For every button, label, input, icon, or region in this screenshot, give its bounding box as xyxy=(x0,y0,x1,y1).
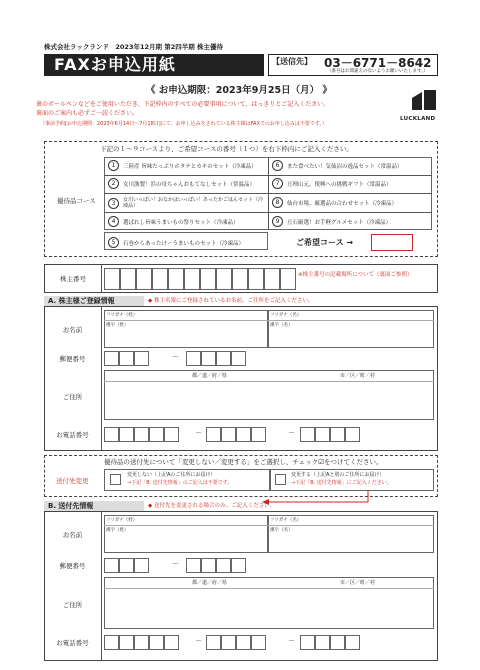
phone-digit-cell[interactable] xyxy=(104,427,119,442)
shareholder-digit-cell[interactable] xyxy=(216,268,232,290)
phone-digit-cell[interactable] xyxy=(119,635,134,650)
a-kanji-sei: 漢字（姓） xyxy=(106,323,129,328)
postal-digit-cell[interactable] xyxy=(216,558,231,573)
a-address-field[interactable] xyxy=(104,370,434,420)
course-instruction: 下記の１～９コースより、ご希望コースの番号（１つ）を右下枠内にご記入ください。 xyxy=(100,145,353,153)
delivery-instruction: 優待品の送付先について「変更しない／変更する」をご選択し、チェック☑をつけてください。 xyxy=(104,458,383,466)
luckland-logo xyxy=(410,88,438,118)
course-item-7: 7 亘理山元、復興への挑戦ギフト（常温品） xyxy=(272,178,392,189)
a-postal-label: 郵便番号 xyxy=(45,352,100,364)
fax-number: 03－6771－8642 xyxy=(324,56,432,70)
note-line-3: （事前予約[お申込期間：2023年6月14日～7月18日]にて、お申し込みをされている株主様はFAXでのお申し込みは不要です。） xyxy=(40,121,327,127)
a-furigana-sei: フリガナ（姓） xyxy=(106,313,138,318)
phone-digit-cell[interactable] xyxy=(251,427,266,442)
delivery-no-change-sub: →下記「B. 送付先情報」のご記入は不要です。 xyxy=(127,480,233,486)
phone-digit-cell[interactable] xyxy=(134,635,149,650)
fax-note: （番号はお間違えのないようお願いいたします。） xyxy=(327,69,428,74)
course-choice-label: ご希望コース → xyxy=(296,238,354,247)
section-a-note: ◆ 株主名簿にご登録されているお名前、ご住所をご記入ください。 xyxy=(148,298,314,304)
phone-digit-cell[interactable] xyxy=(149,635,164,650)
dash-separator: － xyxy=(195,429,202,437)
phone-digit-cell[interactable] xyxy=(221,427,236,442)
b-name-label: お名前 xyxy=(45,515,100,553)
phone-digit-cell[interactable] xyxy=(330,427,345,442)
company-line: 株式会社ラックランド 2023年12月期 第2四半期 株主優待 xyxy=(44,43,224,51)
phone-digit-cell[interactable] xyxy=(164,427,179,442)
shareholder-digit-cell[interactable] xyxy=(136,268,152,290)
b-city-label: 市／区／町／村 xyxy=(340,580,376,586)
section-a-title: A. 株主様ご登録情報 xyxy=(44,296,144,306)
course-label: 優待品コース xyxy=(57,197,96,205)
postal-digit-cell[interactable] xyxy=(119,351,134,366)
phone-digit-cell[interactable] xyxy=(345,635,360,650)
phone-digit-cell[interactable] xyxy=(345,427,360,442)
dash-separator: － xyxy=(288,429,295,437)
a-pref-label: 都／道／府／県 xyxy=(192,373,228,379)
course-item-1: 1 三陸産 旨味たっぷりホタテとカキのセット（冷凍品） xyxy=(108,160,257,171)
postal-digit-cell[interactable] xyxy=(104,558,119,573)
phone-digit-cell[interactable] xyxy=(119,427,134,442)
phone-digit-cell[interactable] xyxy=(330,635,345,650)
phone-digit-cell[interactable] xyxy=(206,635,221,650)
delivery-change-sub: →下記「B. 送付先情報」にご記入ください。 xyxy=(291,480,392,486)
b-furigana-mei: フリガナ（名） xyxy=(270,518,302,523)
b-pref-label: 都／道／府／県 xyxy=(192,580,228,586)
shareholder-note: ※株主番号の記載場所について（裏面ご参照） xyxy=(298,272,413,278)
b-address-field[interactable] xyxy=(104,577,434,629)
course-item-4: 4 選ばれし旨味うまいもの祭りセット（冷凍品） xyxy=(108,216,239,227)
form-title: FAXお申込用紙 xyxy=(44,54,264,76)
phone-digit-cell[interactable] xyxy=(315,427,330,442)
dash-separator: － xyxy=(172,560,179,568)
postal-digit-cell[interactable] xyxy=(186,351,201,366)
delivery-no-change-checkbox[interactable] xyxy=(110,474,121,485)
phone-digit-cell[interactable] xyxy=(104,635,119,650)
postal-digit-cell[interactable] xyxy=(231,558,246,573)
b-kanji-sei: 漢字（姓） xyxy=(106,528,129,533)
shareholder-digit-cell[interactable] xyxy=(120,268,136,290)
logo-text: LUCKLAND xyxy=(400,116,436,122)
course-item-9: 9 亘石厳選！お手軽グルメセット（冷凍品） xyxy=(272,216,391,227)
note-line-1: 裏のボールペンなどをご使用いただき、下記枠内のすべての必要事項について、はっきりとご記入ください。 xyxy=(36,101,330,108)
phone-digit-cell[interactable] xyxy=(300,427,315,442)
phone-digit-cell[interactable] xyxy=(206,427,221,442)
note-line-2: 裏面のご案内も必ずご一読ください。 xyxy=(36,110,139,117)
course-item-6: 6 また食べたい！気仙沼の逸品セット（常温品） xyxy=(272,160,403,171)
dash-separator: － xyxy=(195,637,202,645)
course-item-8: 8 仙台市場、厳選品の合わせセット（冷凍品） xyxy=(272,197,397,208)
b-address-label: ご住所 xyxy=(45,598,100,610)
shareholder-digit-cell[interactable] xyxy=(232,268,248,290)
phone-digit-cell[interactable] xyxy=(221,635,236,650)
shareholder-digit-cell[interactable] xyxy=(152,268,168,290)
shareholder-digit-cell[interactable] xyxy=(280,268,296,290)
delivery-change-text: 変更する（上記Aと別のご住所にお届け） xyxy=(291,472,385,478)
delivery-change-label: 送付先変更 xyxy=(56,477,89,485)
b-kanji-mei: 漢字（名） xyxy=(270,528,293,533)
dash-separator: － xyxy=(172,353,179,361)
shareholder-digit-cell[interactable] xyxy=(248,268,264,290)
fax-box xyxy=(268,54,438,76)
a-name-label: お名前 xyxy=(45,310,100,348)
section-b-title: B. 送付先情報 xyxy=(44,501,144,511)
phone-digit-cell[interactable] xyxy=(236,427,251,442)
a-phone-label: お電話番号 xyxy=(45,428,100,440)
phone-digit-cell[interactable] xyxy=(315,635,330,650)
section-b-note: ◆ 送付先を変更される場合のみ、ご記入ください。 xyxy=(148,503,276,509)
shareholder-digit-cell[interactable] xyxy=(200,268,216,290)
postal-digit-cell[interactable] xyxy=(216,351,231,366)
postal-digit-cell[interactable] xyxy=(201,351,216,366)
course-item-3: 3 女川いっぱい！おなかはいっぱい！あったかごはんセット（冷凍品） xyxy=(108,197,263,209)
postal-digit-cell[interactable] xyxy=(231,351,246,366)
shareholder-label: 株主番号 xyxy=(45,265,101,292)
shareholder-digit-cell[interactable] xyxy=(104,268,120,290)
b-phone-label: お電話番号 xyxy=(45,636,100,648)
dash-separator: － xyxy=(288,637,295,645)
postal-digit-cell[interactable] xyxy=(134,351,149,366)
postal-digit-cell[interactable] xyxy=(134,558,149,573)
b-postal-label: 郵便番号 xyxy=(45,559,100,571)
course-choice-input[interactable] xyxy=(371,234,413,251)
phone-digit-cell[interactable] xyxy=(164,635,179,650)
a-furigana-mei: フリガナ（名） xyxy=(270,313,302,318)
b-furigana-sei: フリガナ（姓） xyxy=(106,518,138,523)
phone-digit-cell[interactable] xyxy=(251,635,266,650)
send-to-label: 【送信先】 xyxy=(272,57,312,66)
shareholder-digit-cell[interactable] xyxy=(168,268,184,290)
course-item-2: 2 女川漁製！浜の母ちゃんおもてなしセット（常温品） xyxy=(108,178,255,189)
phone-digit-cell[interactable] xyxy=(300,635,315,650)
a-city-label: 市／区／町／村 xyxy=(340,373,376,379)
shareholder-digit-cell[interactable] xyxy=(264,268,280,290)
course-item-5: 5 石巻からあったけーうまいものセット（冷凍品） xyxy=(108,237,244,248)
phone-digit-cell[interactable] xyxy=(134,427,149,442)
a-kanji-mei: 漢字（名） xyxy=(270,323,293,328)
deadline: 《 お申込期限：2023年9月25日（月） 》 xyxy=(146,85,332,96)
shareholder-digit-cell[interactable] xyxy=(184,268,200,290)
postal-digit-cell[interactable] xyxy=(186,558,201,573)
a-address-label: ご住所 xyxy=(45,390,100,402)
delivery-change-checkbox[interactable] xyxy=(275,474,286,485)
delivery-arrow-icon xyxy=(260,488,380,510)
delivery-no-change-text: 変更しない（上記Aのご住所にお届け） xyxy=(127,472,216,478)
postal-digit-cell[interactable] xyxy=(104,351,119,366)
postal-digit-cell[interactable] xyxy=(201,558,216,573)
phone-digit-cell[interactable] xyxy=(236,635,251,650)
phone-digit-cell[interactable] xyxy=(149,427,164,442)
postal-digit-cell[interactable] xyxy=(119,558,134,573)
